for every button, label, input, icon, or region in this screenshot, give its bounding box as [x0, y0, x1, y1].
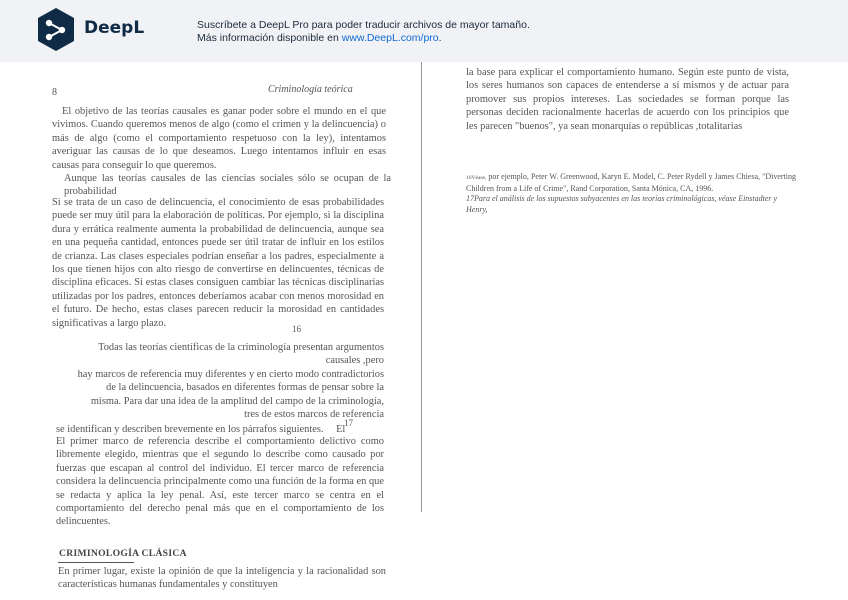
footnote-16-label: 16Véase,	[466, 175, 487, 181]
paragraph-1	[52, 105, 386, 172]
paragraph-3-line-6: tres de estos marcos de referencia	[244, 409, 384, 421]
promo-line-2-prefix: Más información disponible en	[197, 32, 342, 44]
promo-line-2-suffix: .	[438, 32, 442, 44]
right-paragraph-1	[466, 66, 789, 133]
paragraph-1-text: El objetivo de las teorías causales es ganar poder sobre el mundo en el que vivimos. Cuando queremos menos de algo (como el crimen y la delincuencia) o más de algo (como el comportamiento respetuoso con la ley), intentamos averiguar las causas de lo que deseamos. Luego intentamos influir en esas causas para conseguir lo que queremos.	[52, 106, 386, 171]
heading-rule	[58, 562, 134, 563]
footnote-17	[466, 194, 796, 215]
footnote-17-text: 17Para el análisis de los supuestos subyacentes en las teorías criminológicas, véase Einstadter y Henry,	[466, 194, 778, 214]
paragraph-3-line-2: causales ,pero	[325, 355, 384, 367]
paragraph-3	[52, 341, 386, 421]
paragraph-2a-text: Aunque las teorías causales de las ciencias sociales sólo se ocupan de la probabilidad	[64, 173, 391, 198]
footnote-ref-17: 17	[344, 418, 353, 428]
paragraph-3-el: El	[336, 424, 346, 435]
column-divider	[421, 62, 422, 512]
paragraph-3-line-4: de la delincuencia, basados en diferentes formas de pensar sobre la	[106, 382, 384, 394]
section-heading: CRIMINOLOGÍA CLÁSICA	[59, 548, 187, 559]
paragraph-5-text: En primer lugar, existe la opinión de que la inteligencia y la racionalidad son características humanas fundamentales y constituyen	[58, 566, 386, 591]
paragraph-2b-text: Si se trata de un caso de delincuencia, el conocimiento de esas probabilidades puede ser muy útil para la elaboración de políticas. Por ejemplo, si la disciplina dura y errática realmente aumenta la probabilidad de delincuencia, aunque sea en una pequeña cantidad, entonces puede ser útil tratar de influir en los estilos de crianza. Las clases especiales podrían enseñar a los padres, especialmente a los que tienen hijos con alto riesgo de convertirse en delincuentes, técnicas de disciplina eficaces. Si estas clases consiguen cambiar las técnicas disciplinarias utilizadas por los padres, entonces deberíamos acabar con menos morosidad en el futuro. De hecho, estas clases parecen reducir la morosidad en cantidades significativas a largo plazo.	[52, 197, 384, 329]
paragraph-2b	[52, 196, 384, 330]
footnote-16-text: por ejemplo, Peter W. Greenwood, Karyn E. Model, C. Peter Rydell y James Chiesa, "Diverting Children from a Life of Crime", Rand Corporation, Santa Mónica, CA, 1996.	[466, 172, 797, 193]
running-head: Criminología teórica	[268, 84, 353, 95]
brand-name[interactable]: DeepL	[84, 18, 145, 38]
paragraph-4	[56, 435, 384, 529]
paragraph-2a	[64, 172, 391, 199]
deepl-pro-link[interactable]: www.DeepL.com/pro	[341, 32, 439, 44]
right-paragraph-1-text: la base para explicar el comportamiento humano. Según este punto de vista, los seres humanos son capaces de entenderse a sí mismos y de actuar para promover sus propios intereses. Las sociedades se forman porque las personas deciden racionalmente hacerlas de acuerdo con los principios que les parecen "buenos", ya sean monarquías o repúblicas ,totalitarias	[466, 67, 789, 132]
paragraph-3-line-7: se identifican y describen brevemente en los párrafos siguientes.	[56, 424, 324, 435]
footnote-16	[466, 172, 796, 194]
footnote-ref-16: 16	[292, 324, 301, 334]
paragraph-5	[58, 565, 386, 592]
paragraph-3-line-1: Todas las teorías científicas de la criminología presentan argumentos	[98, 342, 384, 353]
promo-line-1: Suscríbete a DeepL Pro para poder traducir archivos de mayor tamaño.	[197, 19, 530, 31]
paragraph-3-line-3: hay marcos de referencia muy diferentes y en cierto modo contradictorios	[77, 368, 384, 380]
page-number: 8	[52, 87, 57, 98]
paragraph-3-line-5: misma. Para dar una idea de la amplitud del campo de la criminología,	[90, 395, 384, 407]
paragraph-4-text: El primer marco de referencia describe el comportamiento delictivo como libremente elegido, mientras que el segundo lo describe como causado por fuerzas que escapan al control del individuo. El tercer marco de referencia considera la delincuencia principalmente como una función de la forma en que se redacta y aplica la ley penal. Así, este tercer marco se centra en el comportamiento del derecho penal más que en el comportamiento de los delincuentes.	[56, 436, 384, 528]
